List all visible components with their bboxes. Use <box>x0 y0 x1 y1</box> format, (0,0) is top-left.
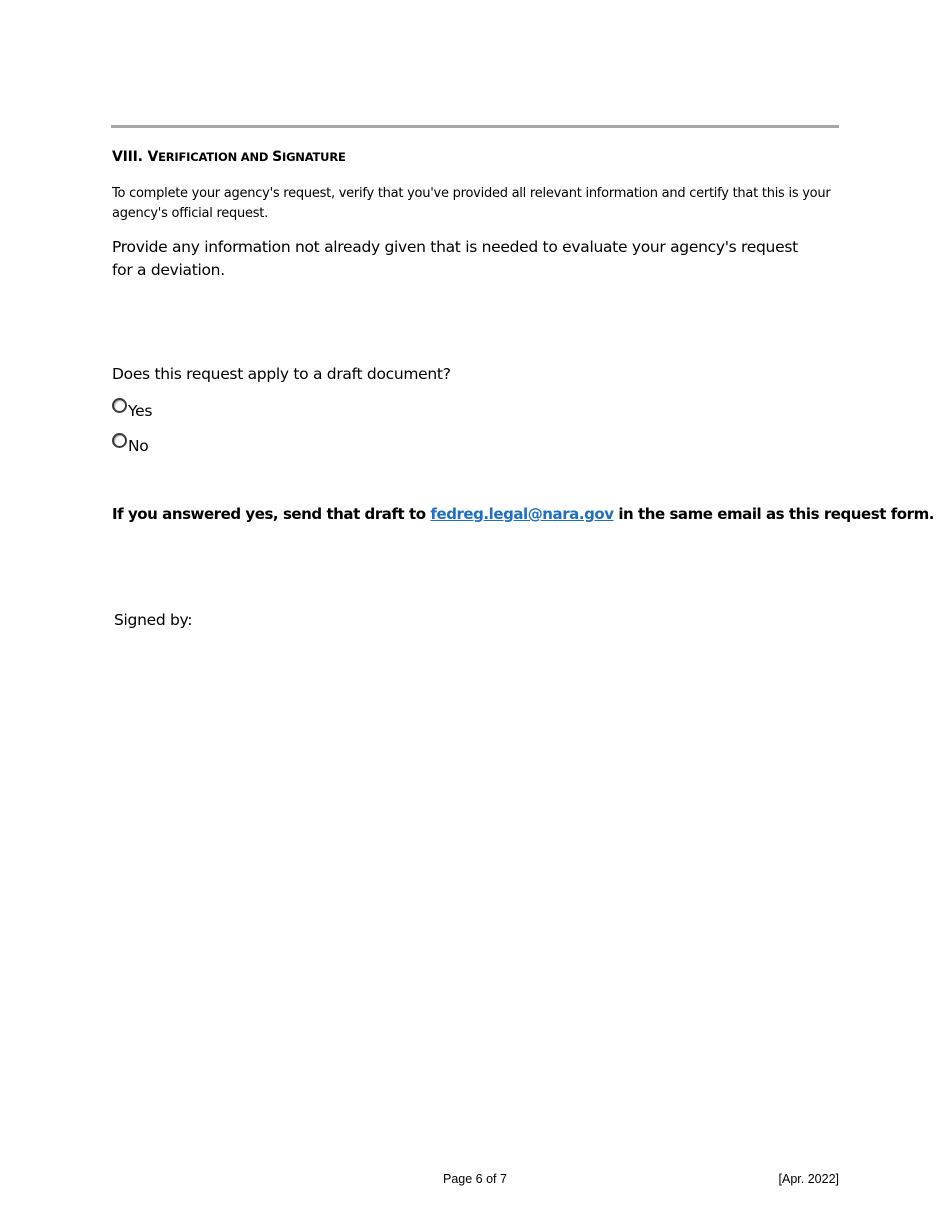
radio-option-no[interactable] <box>112 431 148 455</box>
section-number: VIII. <box>112 149 148 165</box>
instruction-after: in the same email as this request form. <box>613 505 935 523</box>
draft-question: Does this request apply to a draft document? <box>112 365 451 383</box>
revision-date: [Apr. 2022] <box>778 1172 839 1186</box>
radio-no-icon[interactable] <box>112 433 127 448</box>
intro-text: To complete your agency's request, verify that you've provided all relevant information and certify that this is your agency's official request. <box>112 186 831 221</box>
page-number: Page 6 of 7 <box>443 1172 507 1186</box>
section-heading <box>112 149 346 165</box>
email-link[interactable]: fedreg.legal@nara.gov <box>430 505 614 523</box>
radio-yes-label: Yes <box>128 402 153 420</box>
instruction-before: If you answered yes, send that draft to <box>112 505 431 523</box>
radio-yes-icon[interactable] <box>112 398 127 413</box>
section-divider <box>111 125 839 128</box>
draft-instruction <box>112 505 934 523</box>
signed-by-label: Signed by: <box>114 611 193 629</box>
section-title-rest-2: IGNATURE <box>281 150 346 164</box>
section-title-cap-2: S <box>272 149 282 165</box>
radio-option-yes[interactable] <box>112 396 152 420</box>
additional-info-prompt: Provide any information not already given that is needed to evaluate your agency's request for a deviation. <box>112 238 798 279</box>
section-title-rest-1: ERIFICATION AND <box>158 150 273 164</box>
radio-no-label: No <box>128 437 149 455</box>
section-title-cap-1: V <box>147 149 159 165</box>
